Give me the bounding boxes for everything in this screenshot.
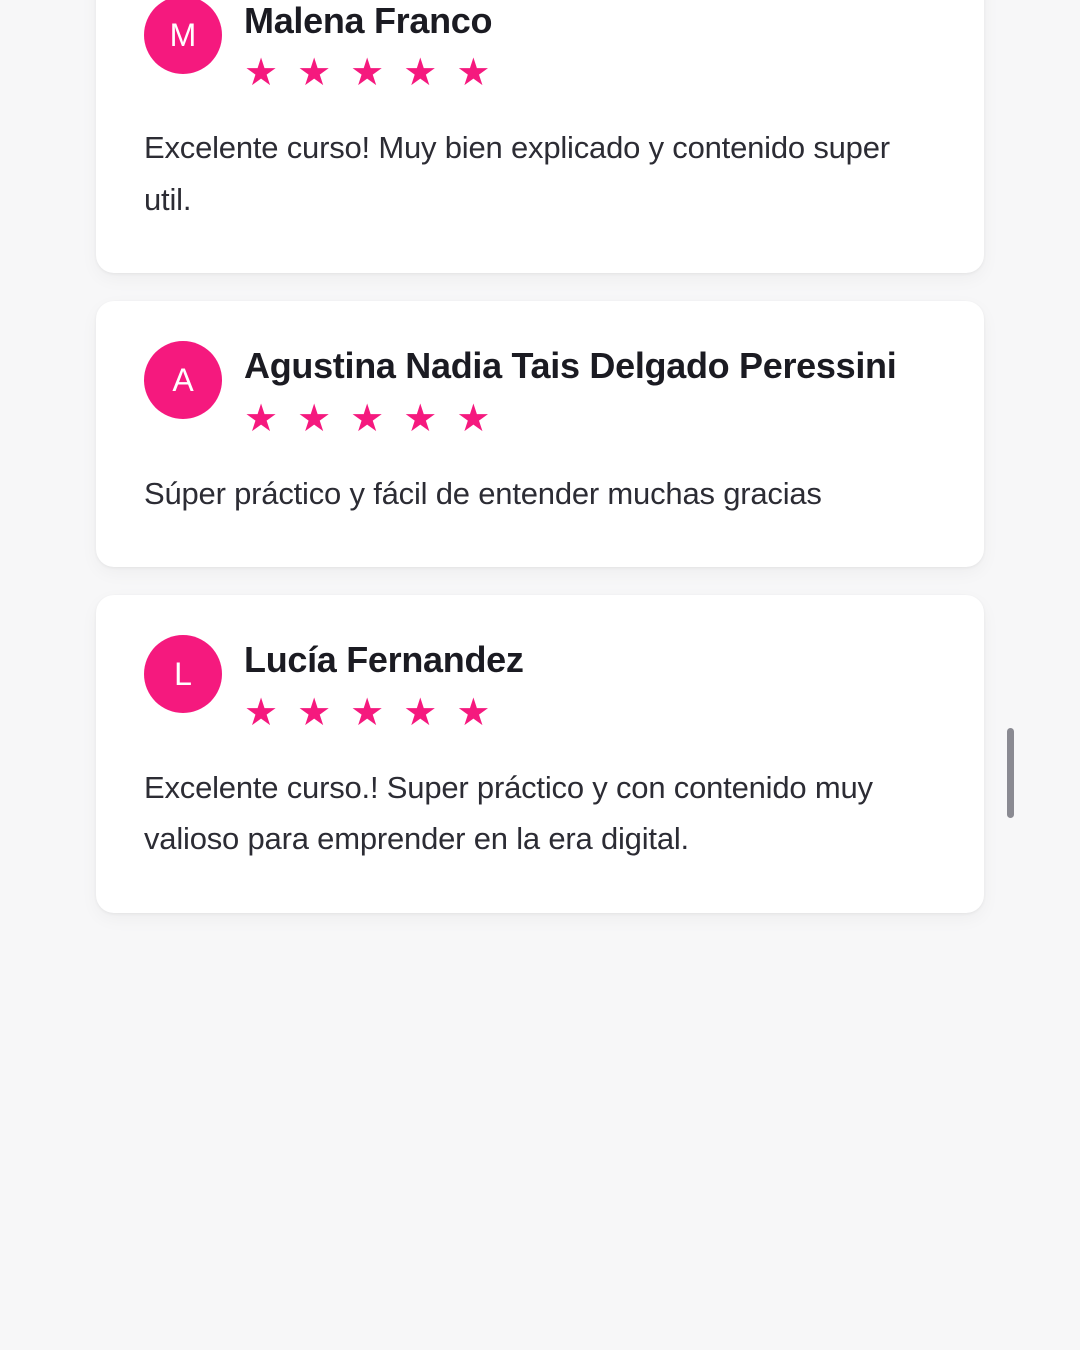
rating-stars — [244, 397, 936, 440]
review-header — [144, 635, 936, 734]
scrollbar-thumb[interactable] — [1007, 728, 1014, 818]
star-icon: ★ — [403, 397, 438, 440]
star-icon: ★ — [403, 691, 438, 734]
review-card[interactable] — [96, 595, 984, 912]
reviewer-name: Malena Franco — [244, 0, 493, 41]
review-text: Excelente curso.! Super práctico y con contenido muy valioso para emprender en la era digital. — [144, 769, 873, 857]
reviewer-name: Lucía Fernandez — [244, 639, 524, 681]
star-icon: ★ — [244, 52, 279, 95]
review-header — [144, 341, 936, 440]
review-text: Excelente curso! Muy bien explicado y contenido super util. — [144, 130, 890, 217]
star-icon: ★ — [244, 397, 279, 440]
star-icon: ★ — [350, 52, 385, 95]
star-icon: ★ — [403, 52, 438, 95]
scrollbar-track[interactable] — [1006, 0, 1014, 1306]
star-icon: ★ — [297, 691, 332, 734]
rating-stars — [244, 691, 936, 734]
review-text: Súper práctico y fácil de entender muchas gracias — [144, 475, 822, 511]
star-icon: ★ — [456, 397, 491, 440]
star-icon: ★ — [297, 397, 332, 440]
review-header-text — [244, 635, 936, 734]
card-spacer — [96, 567, 984, 595]
star-icon: ★ — [297, 52, 332, 95]
star-icon: ★ — [244, 691, 279, 734]
star-icon: ★ — [456, 52, 491, 95]
review-header-text — [244, 0, 936, 95]
review-header — [144, 0, 936, 95]
avatar: M — [144, 0, 222, 74]
star-icon: ★ — [350, 691, 385, 734]
star-icon: ★ — [456, 691, 491, 734]
card-spacer — [96, 273, 984, 301]
reviewer-name: Agustina Nadia Tais Delgado Peressini — [244, 345, 897, 387]
rating-stars — [244, 52, 936, 95]
review-header-text — [244, 341, 936, 440]
avatar: A — [144, 341, 222, 419]
review-card[interactable] — [96, 301, 984, 567]
review-card[interactable] — [96, 0, 984, 273]
star-icon: ★ — [350, 397, 385, 440]
avatar: L — [144, 635, 222, 713]
